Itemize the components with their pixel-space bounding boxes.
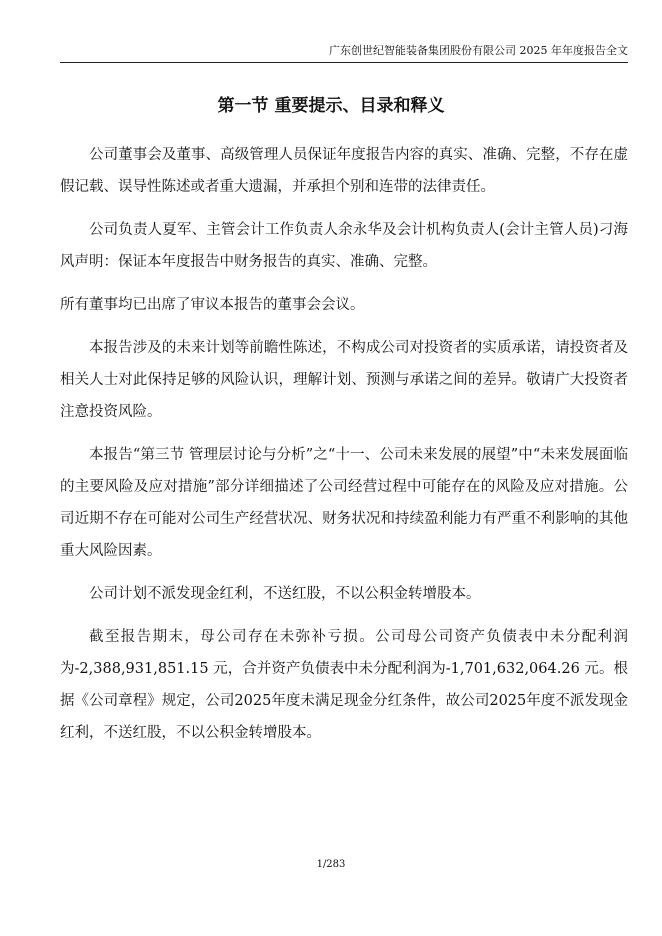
paragraph-risk-factors: 本报告“第三节 管理层讨论与分析”之“十一、公司未来发展的展望”中“未来发展面临的主要风险及应对措施”部分详细描述了公司经营过程中可能存在的风险及应对措施。公司近期不存在可能对公司生产经营状况、财务状况和持续盈利能力有严重不利影响的其他重大风险因素。 <box>60 447 628 559</box>
paragraph-officers-statement: 公司负责人夏军、主管会计工作负责人余永华及会计机构负责人(会计主管人员)刁海风声明：保证本年度报告中财务报告的真实、准确、完整。 <box>60 222 628 270</box>
paragraph-undistributed-losses: 截至报告期末，母公司存在未弥补亏损。公司母公司资产负债表中未分配利润为-2,388,931,851.15 元，合并资产负债表中未分配利润为-1,701,632,064.26 元。根据《公司章程》规定，公司2025年度未满足现金分红条件，故公司2025年度不派发现金红利，不送红股，不以公积金转增股本。 <box>60 629 628 741</box>
document-body <box>60 139 628 760</box>
paragraph-board-attendance: 所有董事均已出席了审议本报告的董事会会议。 <box>60 297 365 313</box>
page-number: 1/283 <box>316 859 346 870</box>
running-header: 广东创世纪智能装备集团股份有限公司 2025 年年度报告全文 <box>329 44 628 57</box>
paragraph-forward-looking: 本报告涉及的未来计划等前瞻性陈述，不构成公司对投资者的实质承诺，请投资者及相关人士对此保持足够的风险认识，理解计划、预测与承诺之间的差异。敬请广大投资者注意投资风险。 <box>60 340 628 420</box>
header-divider <box>60 62 628 63</box>
paragraph-board-guarantee: 公司董事会及董事、高级管理人员保证年度报告内容的真实、准确、完整，不存在虚假记载、误导性陈述或者重大遗漏，并承担个别和连带的法律责任。 <box>60 147 628 195</box>
paragraph-dividend-plan: 公司计划不派发现金红利，不送红股，不以公积金转增股本。 <box>89 586 481 602</box>
section-title: 第一节 重要提示、目录和释义 <box>217 96 445 116</box>
